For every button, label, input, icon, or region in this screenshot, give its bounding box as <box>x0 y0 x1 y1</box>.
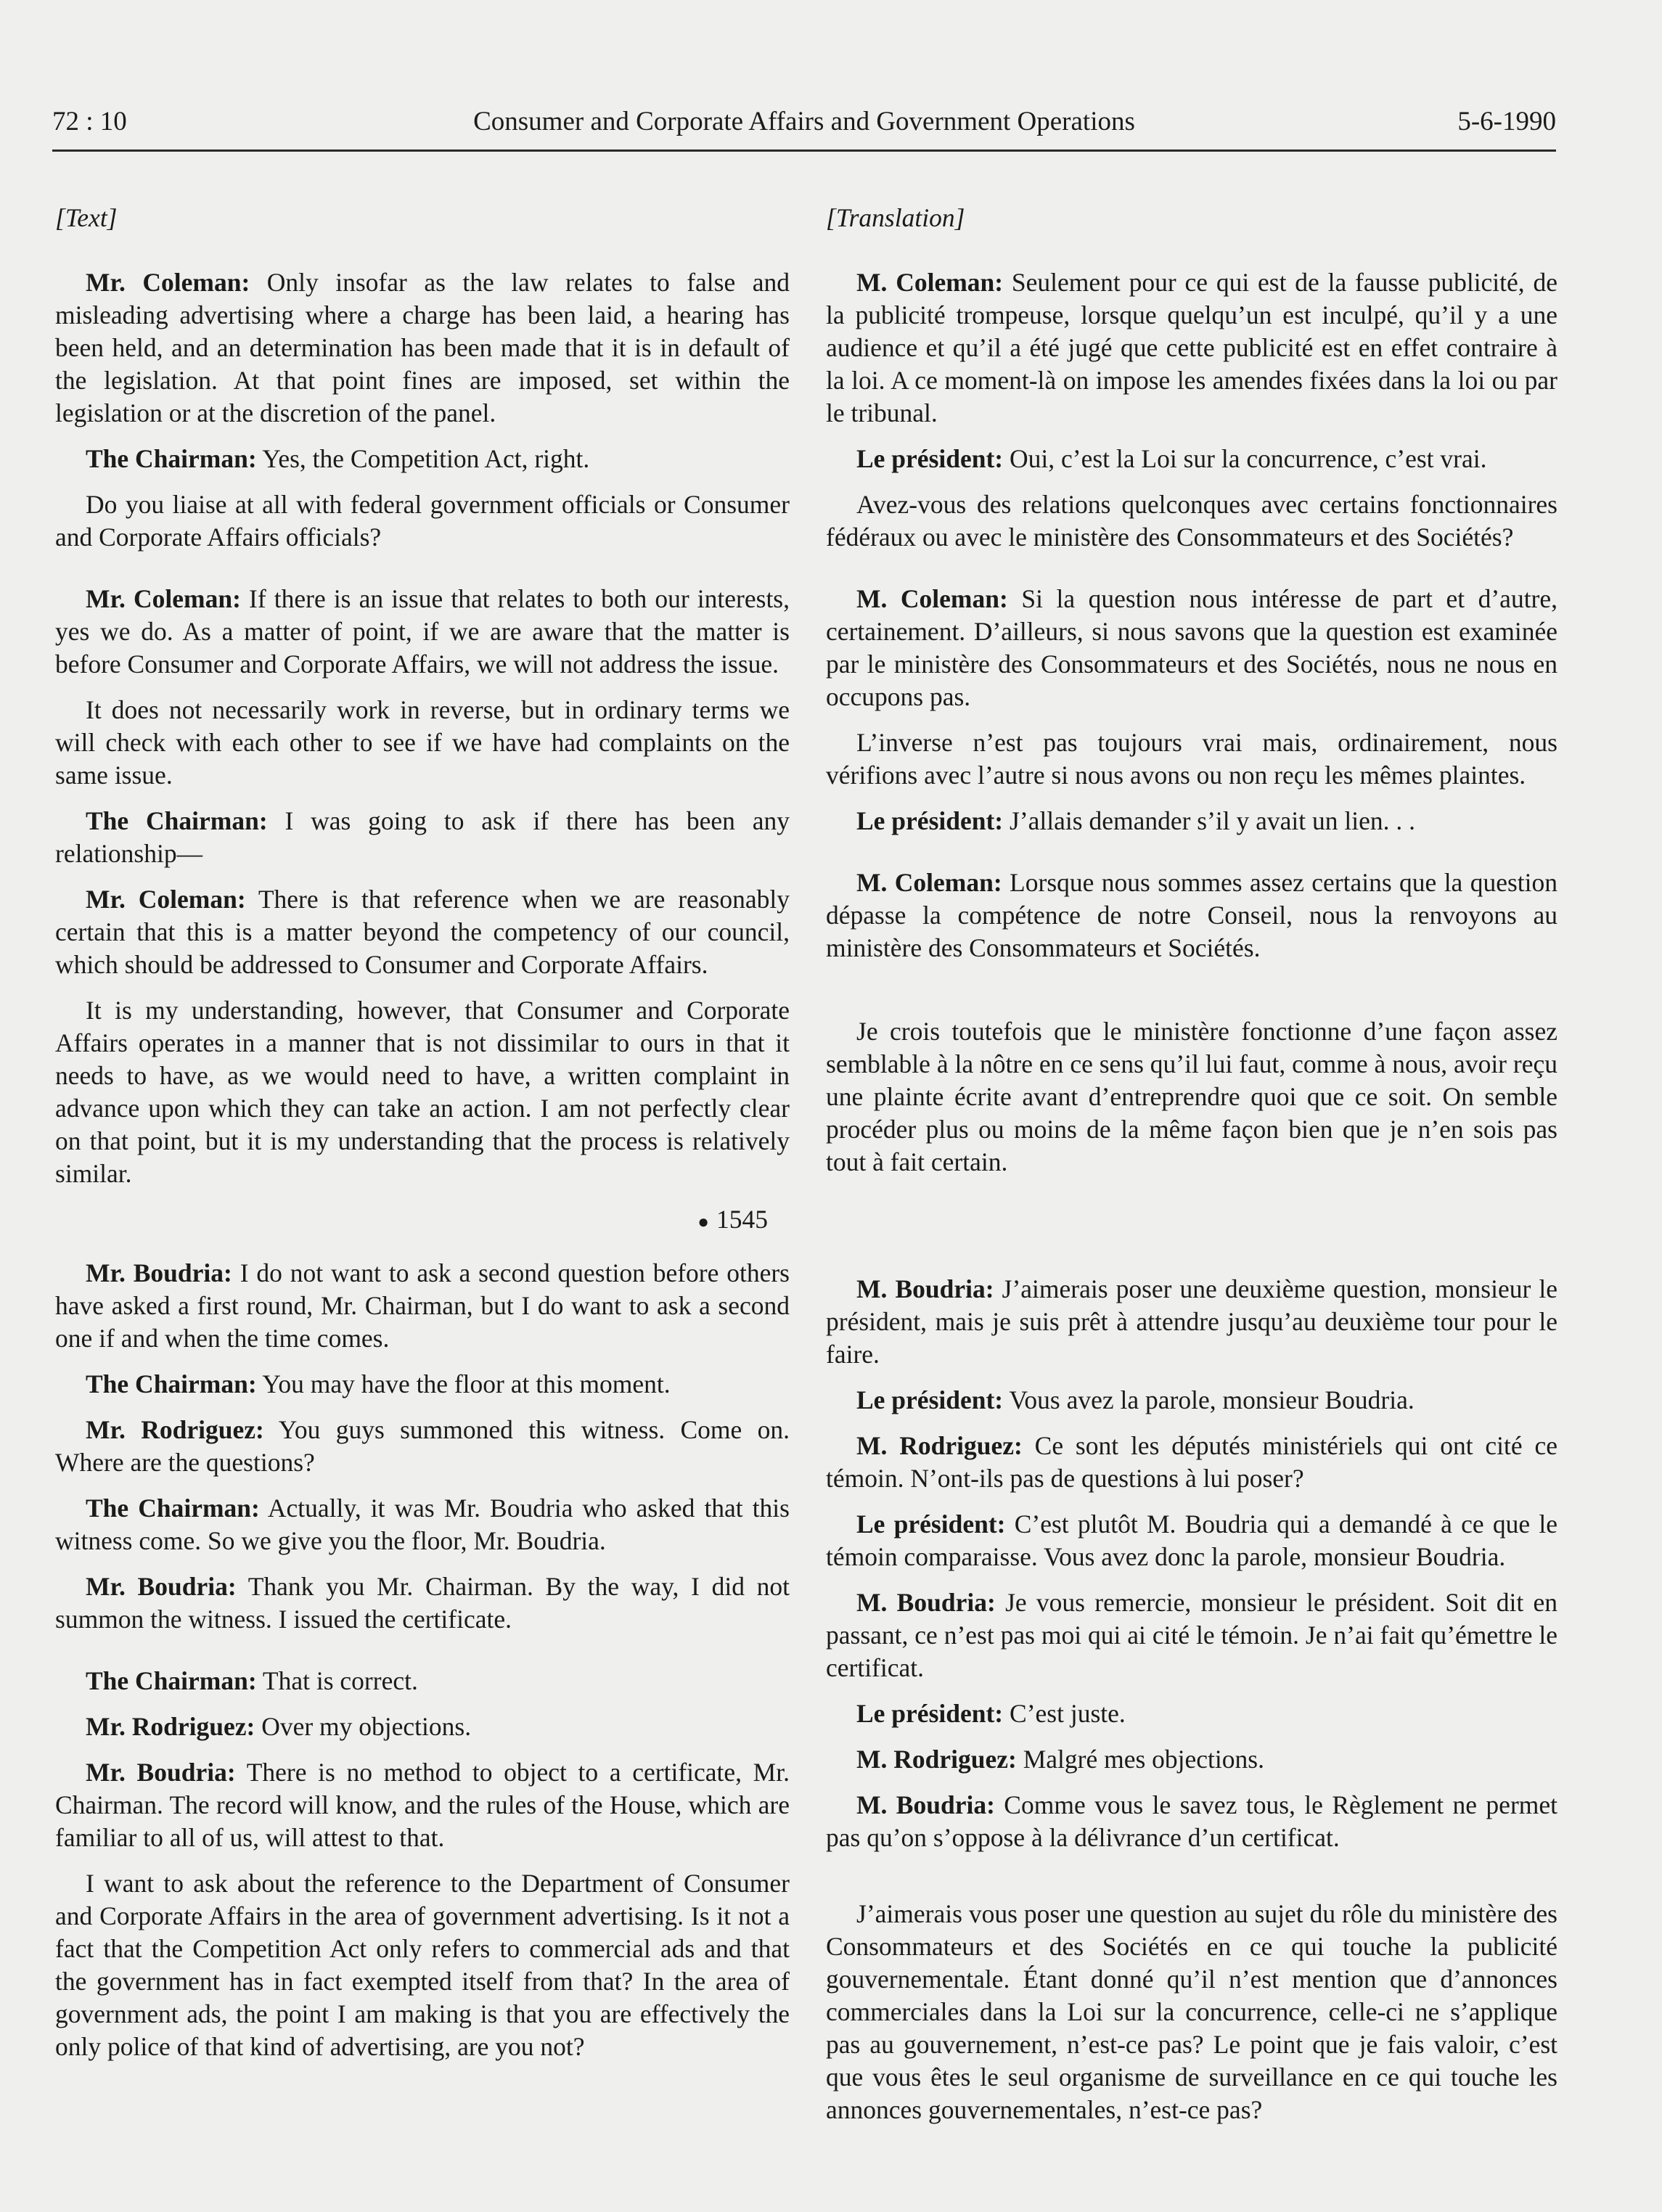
speaker: Le président: <box>856 1510 1006 1539</box>
speaker: The Chairman: <box>86 1369 257 1399</box>
paragraph <box>55 1414 790 1479</box>
paragraph <box>826 1273 1557 1371</box>
paragraph <box>826 1508 1557 1573</box>
speaker: Mr. Rodriguez: <box>86 1712 255 1742</box>
translation-tag: [Translation] <box>826 203 965 232</box>
speech: I do not want to ask a second question before others have asked a first round, Mr. Chairman, but I do want to ask a second one if and when the time comes. <box>55 1258 790 1353</box>
paragraph: It is my understanding, however, that Consumer and Corporate Affairs operates in a manner that is not dissimilar to ours in that it needs to have, as we would need to have, a written complaint in advance upon which they can take an action. I am not perfectly clear on that point, but it is my understanding that the process is relatively similar. <box>55 996 790 1188</box>
speaker: Le président: <box>856 806 1004 835</box>
speaker: The Chairman: <box>86 444 257 473</box>
speaker: M. Coleman: <box>856 268 1004 297</box>
paragraph: Je crois toutefois que le ministère fonctionne d’une façon assez semblable à la nôtre en ce sens qu’il lui faut, comme à nous, avoir reçu une plainte écrite avant d’entreprendre quoi que ce soit. On semble procéder plus ou moins de la même façon bien que je n’en sois pas tout à fait certain. <box>826 1017 1557 1176</box>
time-marker-label: 1545 <box>716 1205 768 1234</box>
paragraph <box>55 1368 790 1401</box>
speech: Actually, it was Mr. Boudria who asked that this witness come. So we give you the floor, Mr. Boudria. <box>55 1494 790 1556</box>
speech: Vous avez la parole, monsieur Boudria. <box>1003 1385 1415 1414</box>
speech: If there is an issue that relates to both our interests, yes we do. As a matter of point, if we are aware that the matter is before Consumer and Corporate Affairs, we will not address the issue. <box>55 584 790 679</box>
header-date: 5-6-1990 <box>1457 107 1556 136</box>
speaker: Mr. Coleman: <box>86 885 246 914</box>
speech: C’est plutôt M. Boudria qui a demandé à ce que le témoin comparaisse. Vous avez donc la parole, monsieur Boudria. <box>826 1510 1558 1571</box>
speaker: Mr. Coleman: <box>86 584 241 613</box>
running-header <box>52 106 1556 152</box>
speaker: The Chairman: <box>86 806 268 835</box>
speech: J’allais demander s’il y avait un lien. . . <box>1003 806 1415 835</box>
speech: Oui, c’est la Loi sur la concurrence, c’est vrai. <box>1003 444 1487 473</box>
paragraph <box>826 805 1557 837</box>
speech: Only insofar as the law relates to false and misleading advertising where a charge has been laid, a hearing has been held, and an determination has been made that it is in default of the legislation. At that point fines are imposed, set within the legislation or at the discretion of the panel. <box>55 268 790 427</box>
english-column <box>55 202 790 2076</box>
paragraph: Do you liaise at all with federal government officials or Consumer and Corporate Affairs officials? <box>55 490 790 552</box>
paragraph <box>826 1430 1557 1495</box>
paragraph <box>826 1697 1557 1730</box>
paragraph <box>826 1743 1557 1776</box>
speech: That is correct. <box>256 1666 418 1696</box>
paragraph <box>826 1384 1557 1417</box>
speaker: Mr. Rodriguez: <box>86 1415 264 1445</box>
paragraph <box>826 266 1557 430</box>
paragraph <box>55 1492 790 1557</box>
speech: Ce sont les députés ministériels qui ont cité ce témoin. N’ont-ils pas de questions à lui poser? <box>826 1431 1557 1493</box>
french-column <box>826 202 1557 2139</box>
paragraph <box>826 1789 1557 1854</box>
speech: You guys summoned this witness. Come on. Where are the questions? <box>55 1415 790 1478</box>
speech: Seulement pour ce qui est de la fausse publicité, de la publicité trompeuse, lorsque quelqu’un est inculpé, qu’il y a une audience et qu’il a été jugé que cette publicité est en effet contraire à la loi. A ce moment-là on impose les amendes fixées dans la loi ou par le tribunal. <box>826 268 1557 427</box>
time-marker <box>55 1203 790 1238</box>
speech: You may have the floor at this moment. <box>256 1369 671 1399</box>
speaker: Mr. Boudria: <box>86 1572 237 1602</box>
speaker: Mr. Coleman: <box>86 268 250 297</box>
page-number: 72 : 10 <box>52 107 127 136</box>
header-title: Consumer and Corporate Affairs and Government Operations <box>473 107 1135 136</box>
speech: Je vous remercie, monsieur le président. Soit dit en passant, ce n’est pas moi qui ai cité le témoin. Je n’ai fait qu’émettre le certificat. <box>826 1588 1557 1682</box>
paragraph: J’aimerais vous poser une question au sujet du rôle du ministère des Consommateurs et des Sociétés en ce qui touche la publicité gouvernementale. Étant donné qu’il n’est mention que d’annonces commerciales dans la Loi sur la concurrence, celle-ci ne s’applique pas au gouvernement, n’est-ce pas? Le point que je fais valoir, c’est que vous êtes le seul organisme de surveillance en ce qui touche les annonces gouvernementales, n’est-ce pas? <box>826 1899 1557 2124</box>
speech: Si la question nous intéresse de part et d’autre, certainement. D’ailleurs, si nous savons que la question est examinée par le ministère des Consommateurs et des Sociétés, nous ne nous en occupons pas. <box>826 584 1558 711</box>
paragraph <box>55 1257 790 1355</box>
speaker: Le président: <box>856 1385 1004 1414</box>
paragraph: I want to ask about the reference to the Department of Consumer and Corporate Affairs in the area of government advertising. Is it not a fact that the Competition Act only refers to commercial ads and that the government has in fact exempted itself from that? In the area of government ads, the point I am making is that you are effectively the only police of that kind of advertising, are you not? <box>55 1869 790 2062</box>
speaker: M. Boudria: <box>856 1274 994 1303</box>
speaker: M. Rodriguez: <box>856 1431 1023 1460</box>
paragraph <box>826 583 1557 713</box>
speech: I was going to ask if there has been any relationship— <box>55 806 790 868</box>
paragraph <box>55 883 790 981</box>
speech: C’est juste. <box>1003 1699 1126 1728</box>
speaker: The Chairman: <box>86 1494 260 1523</box>
paragraph <box>826 867 1557 964</box>
paragraph <box>55 805 790 870</box>
speaker: Le président: <box>856 444 1004 473</box>
speaker: M. Boudria: <box>856 1588 996 1617</box>
paragraph <box>55 1756 790 1854</box>
speech: Yes, the Competition Act, right. <box>256 444 590 473</box>
paragraph <box>55 1665 790 1697</box>
paragraph <box>55 1570 790 1636</box>
paragraph: Avez-vous des relations quelconques avec certains fonctionnaires fédéraux ou avec le ministère des Consommateurs et des Sociétés? <box>826 490 1557 552</box>
speaker: M. Coleman: <box>856 584 1008 613</box>
speech: There is no method to object to a certificate, Mr. Chairman. The record will know, and the rules of the House, which are familiar to all of us, will attest to that. <box>55 1758 790 1853</box>
speaker: Mr. Boudria: <box>86 1258 232 1288</box>
speech: There is that reference when we are reasonably certain that this is a matter beyond the competency of our council, which should be addressed to Consumer and Corporate Affairs. <box>55 885 790 979</box>
paragraph <box>826 1586 1557 1684</box>
speech: Malgré mes objections. <box>1016 1745 1264 1774</box>
speaker: Mr. Boudria: <box>86 1758 236 1787</box>
paragraph <box>55 1711 790 1743</box>
speech: Thank you Mr. Chairman. By the way, I did not summon the witness. I issued the certificate. <box>55 1572 790 1634</box>
paragraph: L’inverse n’est pas toujours vrai mais, ordinairement, nous vérifions avec l’autre si nous avons ou non reçu les mêmes plaintes. <box>826 728 1557 790</box>
bullet-icon: ● <box>697 1211 709 1233</box>
speech: Over my objections. <box>255 1712 472 1742</box>
paragraph <box>55 266 790 430</box>
speaker: M. Rodriguez: <box>856 1745 1017 1774</box>
paragraph <box>55 443 790 475</box>
speech: Lorsque nous sommes assez certains que la question dépasse la compétence de notre Conseil, nous la renvoyons au ministère des Consommateurs et Sociétés. <box>826 868 1557 962</box>
paragraph <box>55 583 790 681</box>
speaker: M. Boudria: <box>856 1790 995 1819</box>
speech: Comme vous le savez tous, le Règlement ne permet pas qu’on s’oppose à la délivrance d’un certificat. <box>826 1790 1557 1852</box>
speaker: Le président: <box>856 1699 1004 1728</box>
speaker: The Chairman: <box>86 1666 257 1696</box>
speaker: M. Coleman: <box>856 868 1002 897</box>
paragraph: It does not necessarily work in reverse, but in ordinary terms we will check with each other to see if we have had complaints on the same issue. <box>55 695 790 790</box>
speech: J’aimerais poser une deuxième question, monsieur le président, mais je suis prêt à attendre jusqu’au deuxième tour pour le faire. <box>826 1274 1557 1369</box>
text-tag: [Text] <box>55 203 118 232</box>
paragraph <box>826 443 1557 475</box>
